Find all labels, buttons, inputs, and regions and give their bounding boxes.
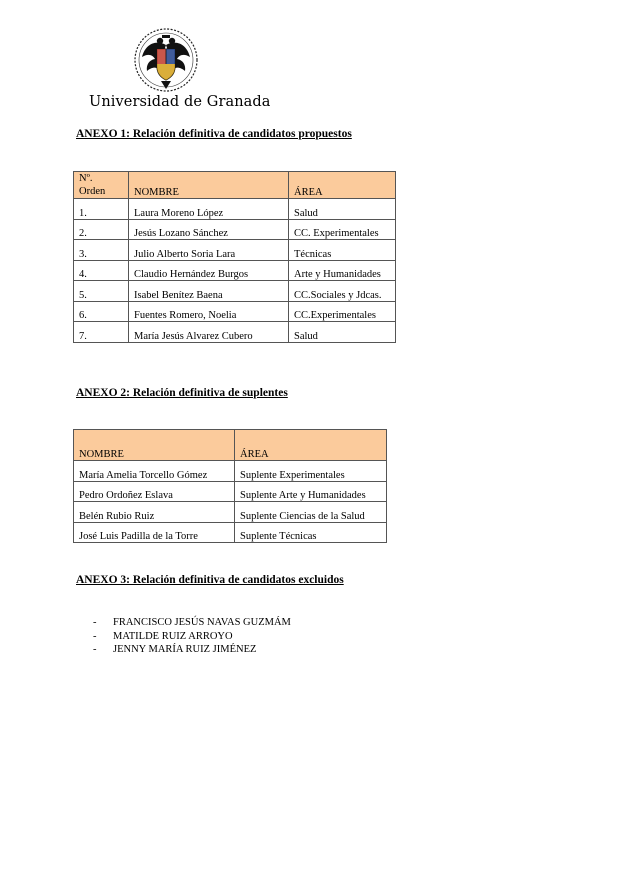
cell-name: María Jesús Alvarez Cubero: [129, 322, 289, 343]
cell-area: Arte y Humanidades: [289, 260, 396, 281]
excluded-name: FRANCISCO JESÚS NAVAS GUZMÁM: [113, 617, 291, 628]
cell-area: Técnicas: [289, 240, 396, 261]
cell-area: CC.Sociales y Jdcas.: [289, 281, 396, 302]
cell-area: Suplente Experimentales: [235, 461, 387, 482]
cell-name: Claudio Hernández Burgos: [129, 260, 289, 281]
list-item: - MATILDE RUIZ ARROYO: [93, 630, 233, 642]
cell-name: Pedro Ordoñez Eslava: [74, 481, 235, 502]
cell-name: Julio Alberto Soria Lara: [129, 240, 289, 261]
cell-name: Belén Rubio Ruiz: [74, 502, 235, 523]
table-row: [74, 219, 396, 240]
annex2-title: ANEXO 2: Relación definitiva de suplentes: [76, 387, 288, 399]
cell-area: Suplente Ciencias de la Salud: [235, 502, 387, 523]
cell-name: Fuentes Romero, Noelia: [129, 301, 289, 322]
cell-area: Salud: [289, 199, 396, 220]
table-header-row: [74, 430, 387, 461]
cell-area: CC. Experimentales: [289, 219, 396, 240]
column-header-order-line: Nº.: [79, 173, 93, 184]
table-row: [74, 199, 396, 220]
university-coat-of-arms-logo: [133, 27, 199, 93]
cell-order: 7.: [74, 322, 129, 343]
column-header-name: NOMBRE: [74, 430, 235, 461]
university-name: Universidad de Granada: [89, 94, 271, 110]
table-row: [74, 322, 396, 343]
cell-order: 2.: [74, 219, 129, 240]
cell-order: 4.: [74, 260, 129, 281]
column-header-area: ÁREA: [289, 172, 396, 199]
column-header-order-line: Orden: [79, 186, 106, 197]
cell-order: 5.: [74, 281, 129, 302]
column-header-order: [74, 172, 129, 199]
table-row: [74, 461, 387, 482]
table-row: [74, 502, 387, 523]
substitutes-table: [73, 429, 387, 543]
list-item: - FRANCISCO JESÚS NAVAS GUZMÁM: [93, 617, 291, 628]
column-header-area: ÁREA: [235, 430, 387, 461]
candidates-table: [73, 171, 396, 343]
annex3-title: ANEXO 3: Relación definitiva de candidatos excluidos: [76, 574, 344, 586]
cell-area: Suplente Arte y Humanidades: [235, 481, 387, 502]
cell-area: CC.Experimentales: [289, 301, 396, 322]
table-row: [74, 481, 387, 502]
cell-name: María Amelia Torcello Gómez: [74, 461, 235, 482]
annex1-title: ANEXO 1: Relación definitiva de candidatos propuestos: [76, 128, 352, 140]
cell-order: 6.: [74, 301, 129, 322]
table-row: [74, 260, 396, 281]
table-row: [74, 281, 396, 302]
excluded-name: JENNY MARÍA RUIZ JIMÉNEZ: [113, 644, 257, 655]
cell-name: Isabel Benítez Baena: [129, 281, 289, 302]
table-row: [74, 240, 396, 261]
cell-order: 1.: [74, 199, 129, 220]
table-header-row: [74, 172, 396, 199]
cell-name: Laura Moreno López: [129, 199, 289, 220]
list-item: - JENNY MARÍA RUIZ JIMÉNEZ: [93, 644, 257, 655]
cell-area: Salud: [289, 322, 396, 343]
excluded-list: [93, 616, 291, 657]
cell-name: José Luis Padilla de la Torre: [74, 522, 235, 543]
cell-order: 3.: [74, 240, 129, 261]
table-row: [74, 301, 396, 322]
cell-name: Jesús Lozano Sánchez: [129, 219, 289, 240]
cell-area: Suplente Técnicas: [235, 522, 387, 543]
table-row: [74, 522, 387, 543]
excluded-name: MATILDE RUIZ ARROYO: [113, 630, 233, 642]
column-header-name: NOMBRE: [129, 172, 289, 199]
